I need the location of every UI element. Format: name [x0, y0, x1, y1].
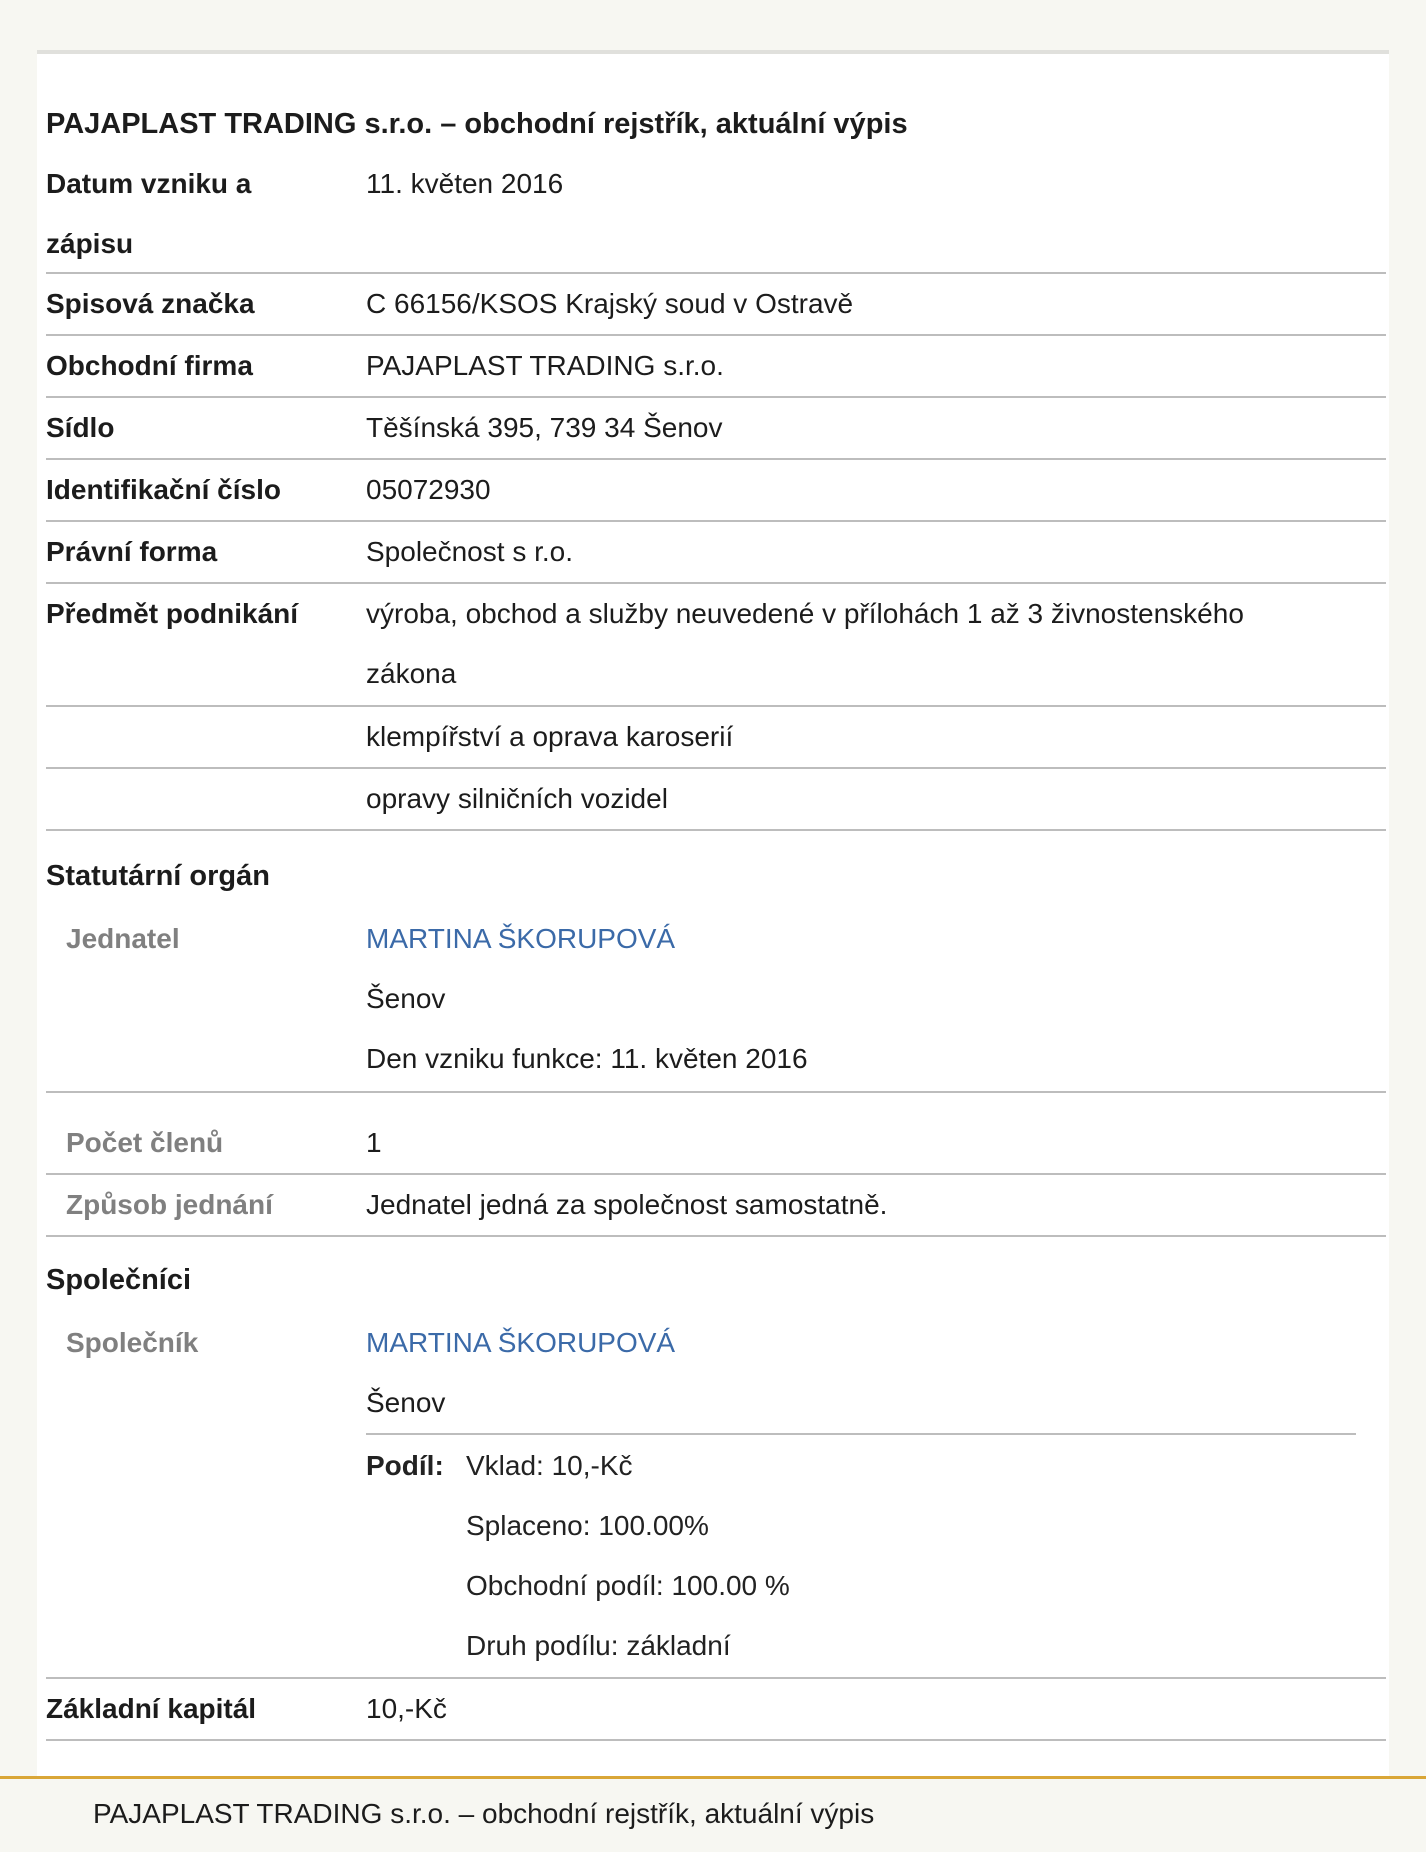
value-zpusob-jednani: Jednatel jedná za společnost samostatně.	[366, 1189, 888, 1220]
label-datum-vzniku-1: Datum vzniku a	[46, 168, 252, 199]
value-zakladni-kapital: 10,-Kč	[366, 1693, 447, 1724]
value-splaceno: Splaceno: 100.00%	[466, 1510, 709, 1541]
footer-title: PAJAPLAST TRADING s.r.o. – obchodní rejstřík, aktuální výpis	[93, 1798, 875, 1829]
row-predmet-podnikani-2	[46, 707, 1386, 769]
value-jednatel-since: Den vzniku funkce: 11. květen 2016	[366, 1043, 808, 1074]
label-pocet-clenu: Počet členů	[66, 1127, 224, 1158]
page-title: PAJAPLAST TRADING s.r.o. – obchodní rejstřík, aktuální výpis	[46, 108, 908, 140]
value-pocet-clenu: 1	[366, 1127, 382, 1158]
link-jednatel-name[interactable]: MARTINA ŠKORUPOVÁ	[366, 923, 676, 954]
row-obchodni-firma	[46, 336, 1386, 398]
value-obchodni-podil: Obchodní podíl: 100.00 %	[466, 1570, 790, 1601]
label-spolecnik: Společník	[66, 1327, 199, 1358]
label-predmet-podnikani: Předmět podnikání	[46, 598, 299, 629]
label-pravni-forma: Právní forma	[46, 536, 218, 567]
label-spisova-znacka: Spisová značka	[46, 288, 255, 319]
section-spolecnici: Společníci	[46, 1264, 192, 1296]
value-jednatel-place: Šenov	[366, 983, 446, 1014]
section-statutarni-organ: Statutární orgán	[46, 860, 270, 892]
row-datum-vzniku	[46, 154, 1386, 274]
podil-divider	[366, 1433, 1356, 1435]
row-identifikacni-cislo	[46, 460, 1386, 522]
row-sidlo	[46, 398, 1386, 460]
value-spolecnik-place: Šenov	[366, 1387, 446, 1418]
value-predmet-line-4: opravy silničních vozidel	[366, 783, 668, 814]
label-datum-vzniku-2: zápisu	[46, 228, 134, 259]
value-pravni-forma: Společnost s r.o.	[366, 536, 574, 567]
footer-accent-line	[0, 1776, 1426, 1779]
row-spisova-znacka	[46, 274, 1386, 336]
value-druh-podilu: Druh podílu: základní	[466, 1630, 731, 1661]
label-podil: Podíl:	[366, 1450, 444, 1481]
value-predmet-line-1: výroba, obchod a služby neuvedené v přílohách 1 až 3 živnostenského	[366, 598, 1244, 629]
value-identifikacni-cislo: 05072930	[366, 474, 491, 505]
row-predmet-podnikani-1	[46, 584, 1386, 707]
value-sidlo: Těšínská 395, 739 34 Šenov	[366, 412, 723, 443]
label-zakladni-kapital: Základní kapitál	[46, 1693, 257, 1724]
value-datum-vzniku: 11. květen 2016	[366, 168, 564, 199]
link-spolecnik-name[interactable]: MARTINA ŠKORUPOVÁ	[366, 1327, 676, 1358]
row-jednatel	[46, 909, 1386, 1093]
row-pocet-clenu	[46, 1113, 1386, 1175]
label-obchodni-firma: Obchodní firma	[46, 350, 253, 381]
label-zpusob-jednani: Způsob jednání	[66, 1189, 273, 1220]
label-jednatel: Jednatel	[66, 923, 180, 954]
value-predmet-line-2: zákona	[366, 658, 457, 689]
row-pravni-forma	[46, 522, 1386, 584]
label-identifikacni-cislo: Identifikační číslo	[46, 474, 281, 505]
value-vklad: Vklad: 10,-Kč	[466, 1450, 633, 1481]
row-predmet-podnikani-3	[46, 769, 1386, 831]
value-obchodni-firma: PAJAPLAST TRADING s.r.o.	[366, 350, 724, 381]
value-predmet-line-3: klempířství a oprava karoserií	[366, 721, 734, 752]
register-card	[37, 50, 1389, 1777]
value-spisova-znacka: C 66156/KSOS Krajský soud v Ostravě	[366, 288, 854, 319]
row-zakladni-kapital	[46, 1679, 1386, 1741]
row-zpusob-jednani	[46, 1175, 1386, 1237]
label-sidlo: Sídlo	[46, 412, 115, 443]
